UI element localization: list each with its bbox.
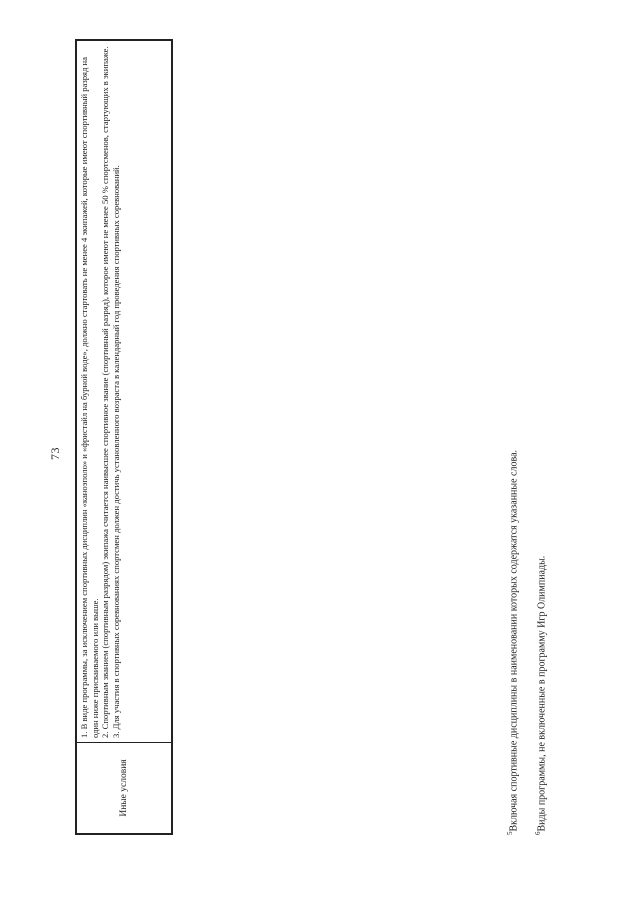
conditions-table <box>75 39 173 835</box>
footnote-6 <box>526 135 554 835</box>
footnote-5 <box>498 135 526 835</box>
page-number: 73 <box>48 447 62 460</box>
footnotes <box>498 135 555 835</box>
condition-3: 3. Для участия в спортивных соревнованиях спортсмен должен достичь установленного возраста в календарный год проведения спортивных соревнований. <box>110 165 121 738</box>
table-label-cell: Иные условия <box>77 742 171 833</box>
footnote-mark: 6 <box>534 831 543 835</box>
table-conditions-cell <box>77 41 171 742</box>
footnote-mark: 5 <box>506 831 514 835</box>
condition-1: 1. В виде программы, за исключением спортивных дисциплин «каноэполо» и «фристайл на бурной воде», должно стартовать не менее 4 экипажей, которые имеют спортивный разряд на один ниже присваиваемого или выше. <box>79 57 100 738</box>
footnote-text: Включая спортивные дисциплины в наименовании которых содержатся указанные слова. <box>508 449 520 832</box>
footnote-text: Виды программы, не включенные в программу Игр Олимпиады. <box>536 555 548 832</box>
condition-2: 2. Спортивным званием (спортивным разрядом) экипажа считается наивысшее спортивное звание (спортивный разряд), которое имеют не менее 50 % спортсменов, стартующих в экипаже. <box>100 46 111 738</box>
